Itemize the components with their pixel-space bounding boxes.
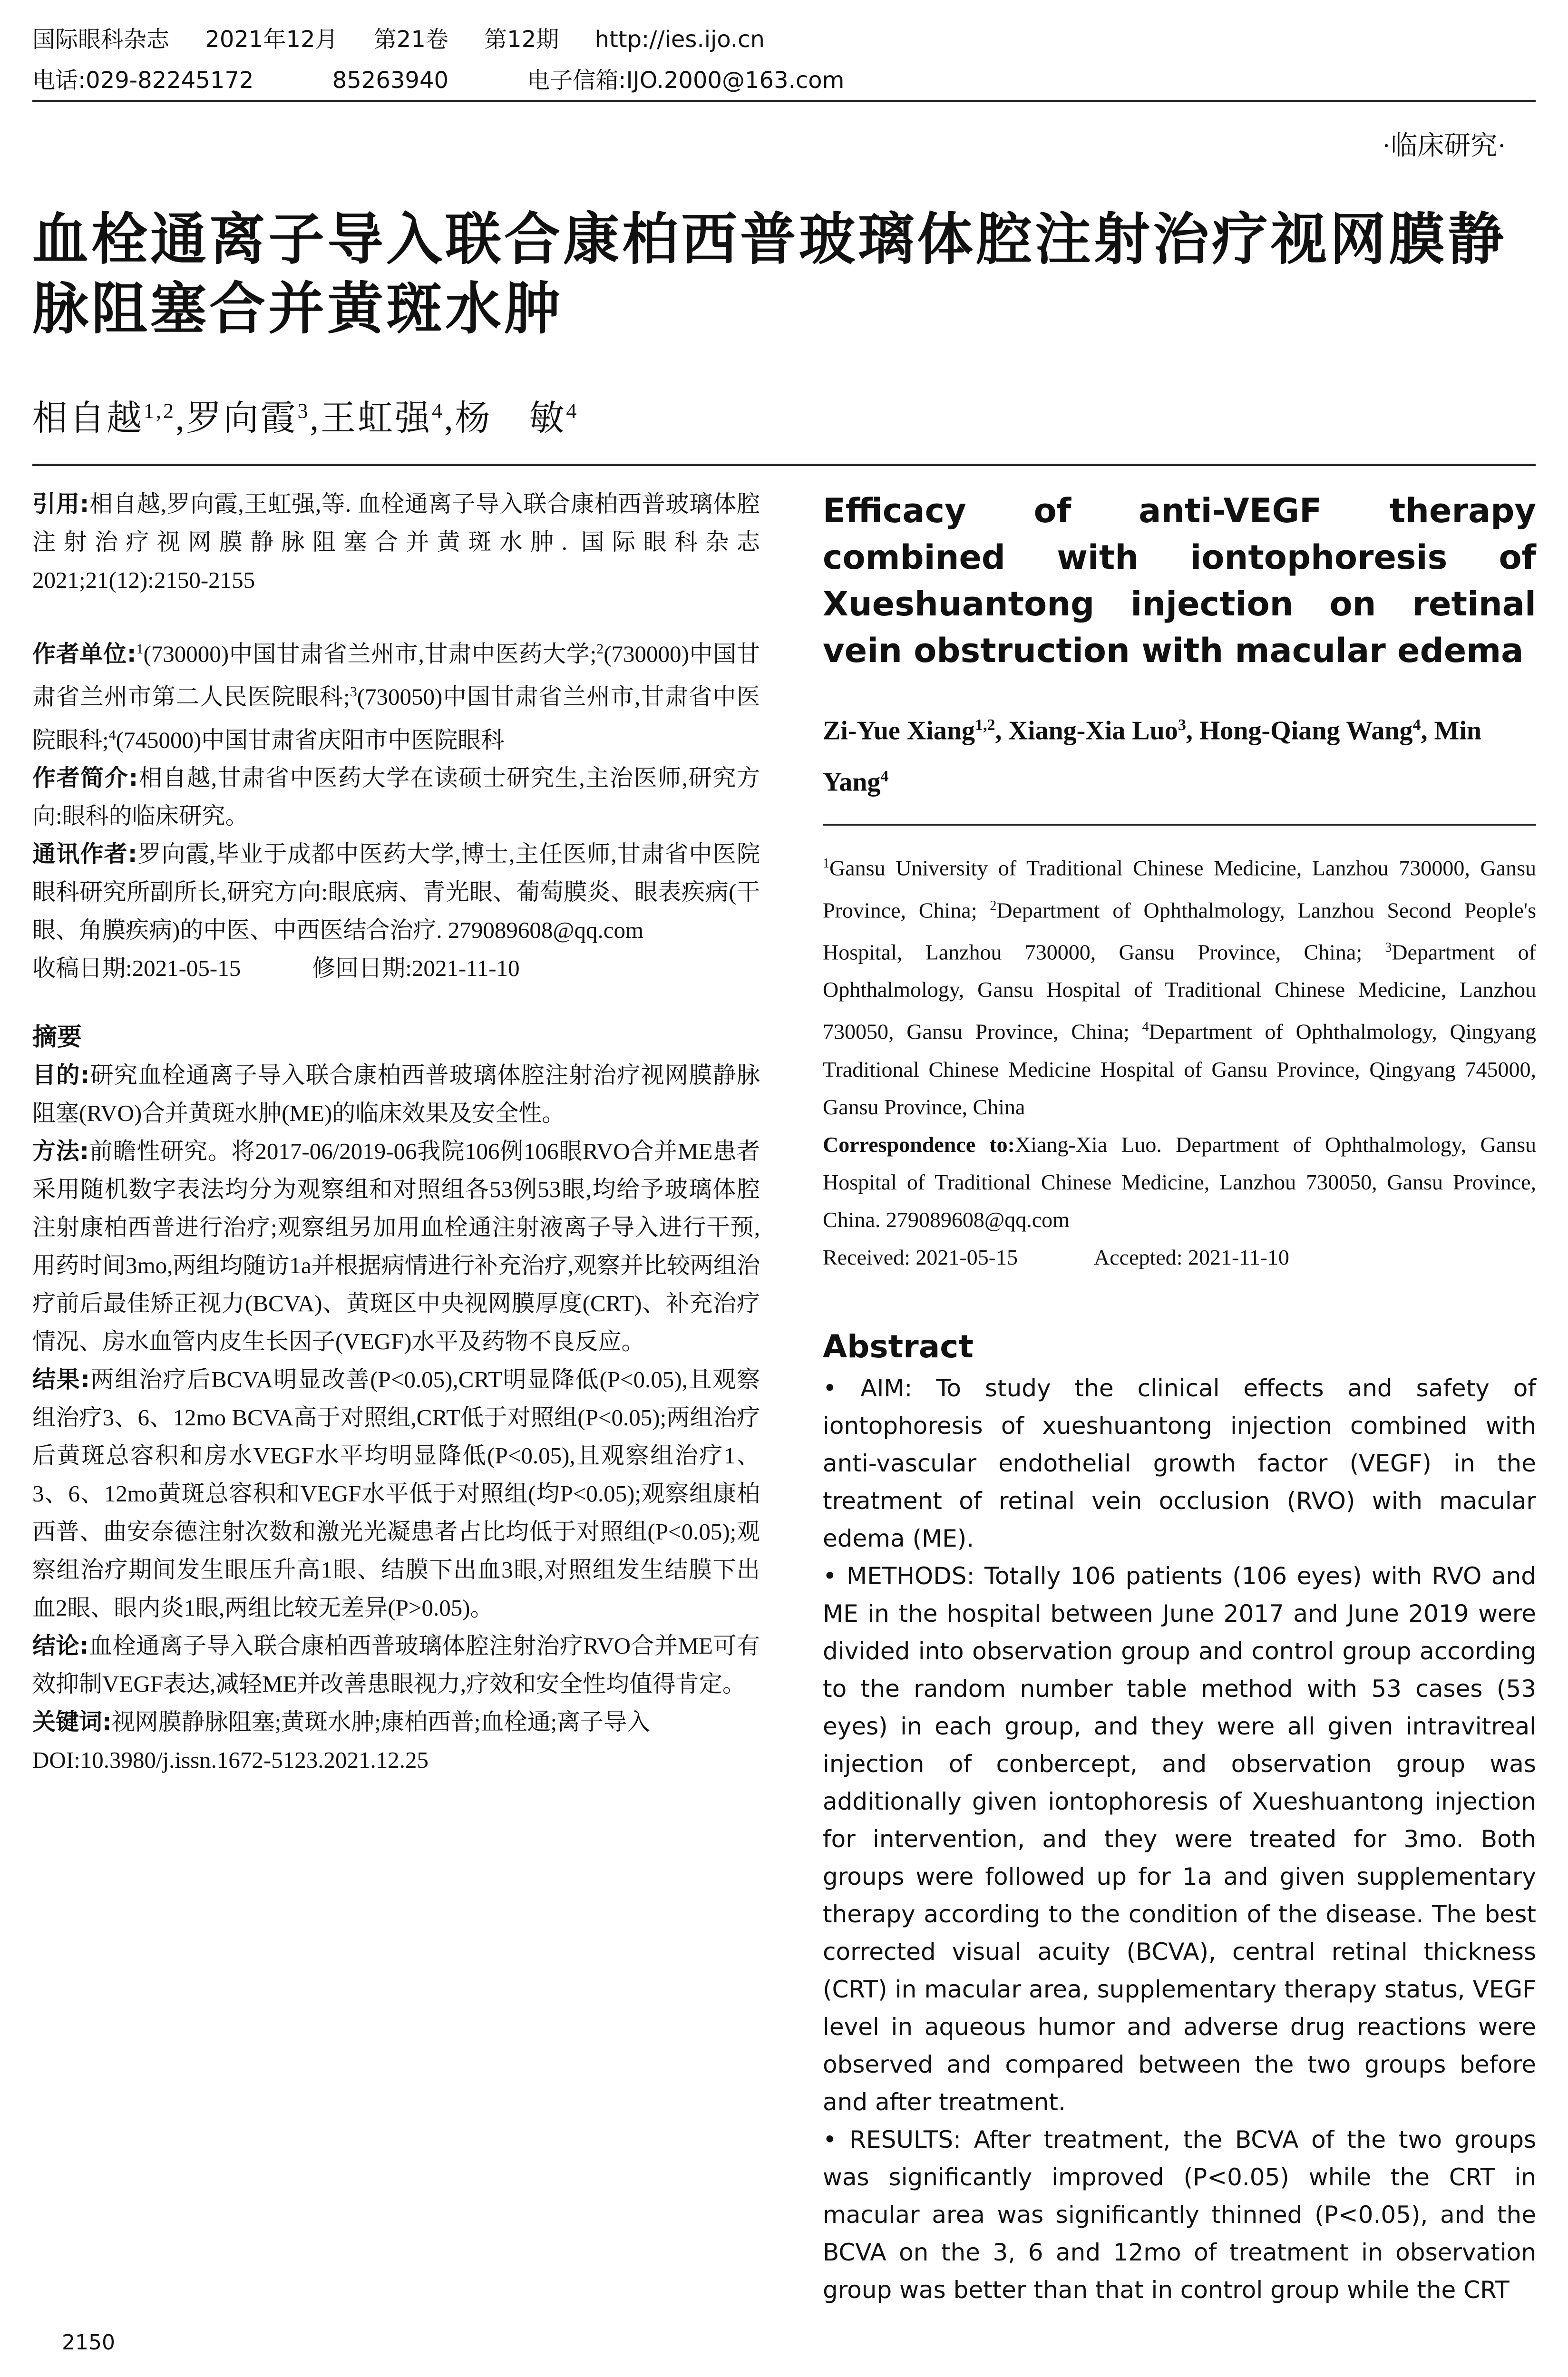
abstract-objective: 目的:研究血栓通离子导入联合康柏西普玻璃体腔注射治疗视网膜静脉阻塞(RVO)合并黄斑水肿(ME)的临床效果及安全性。 xyxy=(32,1061,760,1126)
dates-en: Received: 2021-05-15 Accepted: 2021-11-10 xyxy=(823,1245,1289,1269)
header-rule xyxy=(32,100,1536,102)
authors-en: Zi-Yue Xiang$^{1,2}$, Xiang-Xia Luo$^3$, Hong-Qiang Wang$^4$, Min Yang$^4$ xyxy=(823,716,1482,797)
journal-url: http://ies.ijo.cn xyxy=(594,26,765,53)
affiliations-en: $^1$Gansu University of Traditional Chinese Medicine, Lanzhou 730000, Gansu Province, China; $^2$Department of Ophthalmology, Lanzhou Second People's Hospital, Lanzhou 730000, Gansu Province, China; $^3$Department of Ophthalmology, Gansu Hospital of Traditional Chinese Medicine, Lanzhou 730050, Gansu Province, China; $^4$Department of Ophthalmology, Qingyang Traditional Chinese Medicine Hospital of Gansu Province, Qingyang 745000, Gansu Province, China xyxy=(823,856,1536,1119)
author-name: 杨 敏 xyxy=(455,399,566,438)
abstract-results: 结果:两组治疗后BCVA明显改善(P<0.05),CRT明显降低(P<0.05),且观察组治疗3、6、12mo BCVA高于对照组,CRT低于对照组(P<0.05);两组治疗后黄斑总容积和房水VEGF水平均明显降低(P<0.05),且观察组治疗1、3、6、12mo黄斑总容积和VEGF水平低于对照组(均P<0.05);观察组康柏西普、曲安奈德注射次数和激光光凝患者占比均低于对照组(P<0.05);观察组治疗期间发生眼压升高1眼、结膜下出血3眼,对照组发生结膜下出血2眼、眼内炎1眼,两组比较无差异(P>0.05)。 xyxy=(32,1365,760,1621)
received-date: 收稿日期:2021-05-15 xyxy=(32,955,241,981)
abstract-methods: 方法:前瞻性研究。将2017-06/2019-06我院106例106眼RVO合并ME患者采用随机数字表法均分为观察组和对照组各53例53眼,均给予玻璃体腔注射康柏西普进行治疗;观察组另加用血栓通注射液离子导入进行干预,用药时间3mo,两组均随访1a并根据病情进行补充治疗,观察并比较两组治疗前后最佳矫正视力(BCVA)、黄斑区中央视网膜厚度(CRT)、补充治疗情况、房水血管内皮生长因子(VEGF)水平及药物不良反应。 xyxy=(32,1137,760,1354)
author-sup: 3 xyxy=(297,399,310,423)
dates xyxy=(32,949,760,987)
page-number: 2150 xyxy=(62,2330,115,2355)
phone: 电话:029-82245172 xyxy=(32,67,254,94)
author-name: 罗向霞 xyxy=(186,399,298,438)
issue: 第12期 xyxy=(484,26,559,53)
journal-name: 国际眼科杂志 xyxy=(32,26,170,53)
affiliation-rule xyxy=(823,824,1536,826)
volume: 第21卷 xyxy=(373,26,448,53)
email: 电子信箱:IJO.2000@163.com xyxy=(527,67,845,94)
author-sup: 4 xyxy=(432,399,444,423)
journal-header-line1 xyxy=(32,21,793,54)
section-label: ·临床研究· xyxy=(1382,131,1506,161)
article-title-zh: 血栓通离子导入联合康柏西普玻璃体腔注射治疗视网膜静脉阻塞合并黄斑水肿 xyxy=(32,206,1507,341)
author-sup: 4 xyxy=(566,399,579,423)
article-title-en: Efficacy of anti-VEGF therapy combined with iontophoresis of Xueshuantong injection on retinal vein obstruction with macular edema xyxy=(823,491,1536,670)
abstract-conclusion: 结论:血栓通离子导入联合康柏西普玻璃体腔注射治疗RVO合并ME可有效抑制VEGF表达,减轻ME并改善患眼视力,疗效和安全性均值得肯定。 xyxy=(32,1632,760,1697)
author-sup: 1,2 xyxy=(144,399,175,423)
authors-zh: 相自越$^{1,2}$,罗向霞$^3$,王虹强$^4$,杨 敏$^4$ xyxy=(32,399,579,438)
phone-2: 85263940 xyxy=(332,67,449,94)
abstract-heading-zh: 摘要 xyxy=(32,1023,82,1052)
affiliations: 作者单位:$^1$(730000)中国甘肃省兰州市,甘肃中医药大学;$^2$(730000)中国甘肃省兰州市第二人民医院眼科;$^3$(730050)中国甘肃省兰州市,甘肃省中医院眼科;$^4$(745000)中国甘肃省庆阳市中医院眼科 xyxy=(32,640,760,753)
author-bio: 作者简介:相自越,甘肃省中医药大学在读硕士研究生,主治医师,研究方向:眼科的临床研究。 xyxy=(32,764,760,829)
right-column xyxy=(823,487,1536,2309)
issue-date: 2021年12月 xyxy=(205,26,338,53)
abstract-aim: • AIM: To study the clinical effects and safety of iontophoresis of xueshuantong injection combined with anti-vascular endothelial growth factor (VEGF) in the treatment of retinal vein occlusion (RVO) with macular edema (ME). xyxy=(823,1374,1536,1552)
author-name: 相自越 xyxy=(32,399,144,438)
revised-date: 修回日期:2021-11-10 xyxy=(312,955,520,981)
abstract-methods-en: • METHODS: Totally 106 patients (106 eyes) with RVO and ME in the hospital between June 2017 and June 2019 were divided into observation group and control group according to the random number table method with 53 cases (53 eyes) in each group, and they were all given intravitreal injection of conbercept, and observation group was additionally given iontophoresis of Xueshuantong injection for intervention, and they were treated for 3mo. Both groups were followed up for 1a and given supplementary therapy according to the condition of the disease. The best corrected visual acuity (BCVA), central retinal thickness (CRT) in macular area, supplementary therapy status, VEGF level in aqueous humor and adverse drug reactions were observed and compared between the two groups before and after treatment. xyxy=(823,1562,1536,2116)
author-name: 王虹强 xyxy=(321,399,432,438)
abstract-results-en: • RESULTS: After treatment, the BCVA of the two groups was significantly improved (P<0.05) while the CRT in macular area was significantly thinned (P<0.05), and the BCVA on the 3, 6 and 12mo of treatment in observation group was better than that in control group while the CRT xyxy=(823,2125,1536,2304)
left-column xyxy=(32,485,760,1779)
abstract-heading-en: Abstract xyxy=(823,1328,974,1365)
keywords: 关键词:视网膜静脉阻塞;黄斑水肿;康柏西普;血栓通;离子导入 xyxy=(32,1708,651,1735)
title-rule xyxy=(32,464,1536,466)
journal-header-line2 xyxy=(32,62,844,95)
correspondence-en: Correspondence to:Xiang-Xia Luo. Department of Ophthalmology, Gansu Hospital of Traditional Chinese Medicine, Lanzhou 730050, Gansu Province, China. 279089608@qq.com xyxy=(823,1132,1536,1232)
doi: DOI:10.3980/j.issn.1672-5123.2021.12.25 xyxy=(32,1746,429,1773)
corresponding-author: 通讯作者:罗向霞,毕业于成都中医药大学,博士,主任医师,甘肃省中医院眼科研究所副所长,研究方向:眼底病、青光眼、葡萄膜炎、眼表疾病(干眼、角膜疾病)的中医、中西医结合治疗. 279089608@qq.com xyxy=(32,840,760,943)
citation: 引用:相自越,罗向霞,王虹强,等. 血栓通离子导入联合康柏西普玻璃体腔注射治疗视网膜静脉阻塞合并黄斑水肿. 国际眼科杂志 2021;21(12):2150-2155 xyxy=(32,490,760,593)
